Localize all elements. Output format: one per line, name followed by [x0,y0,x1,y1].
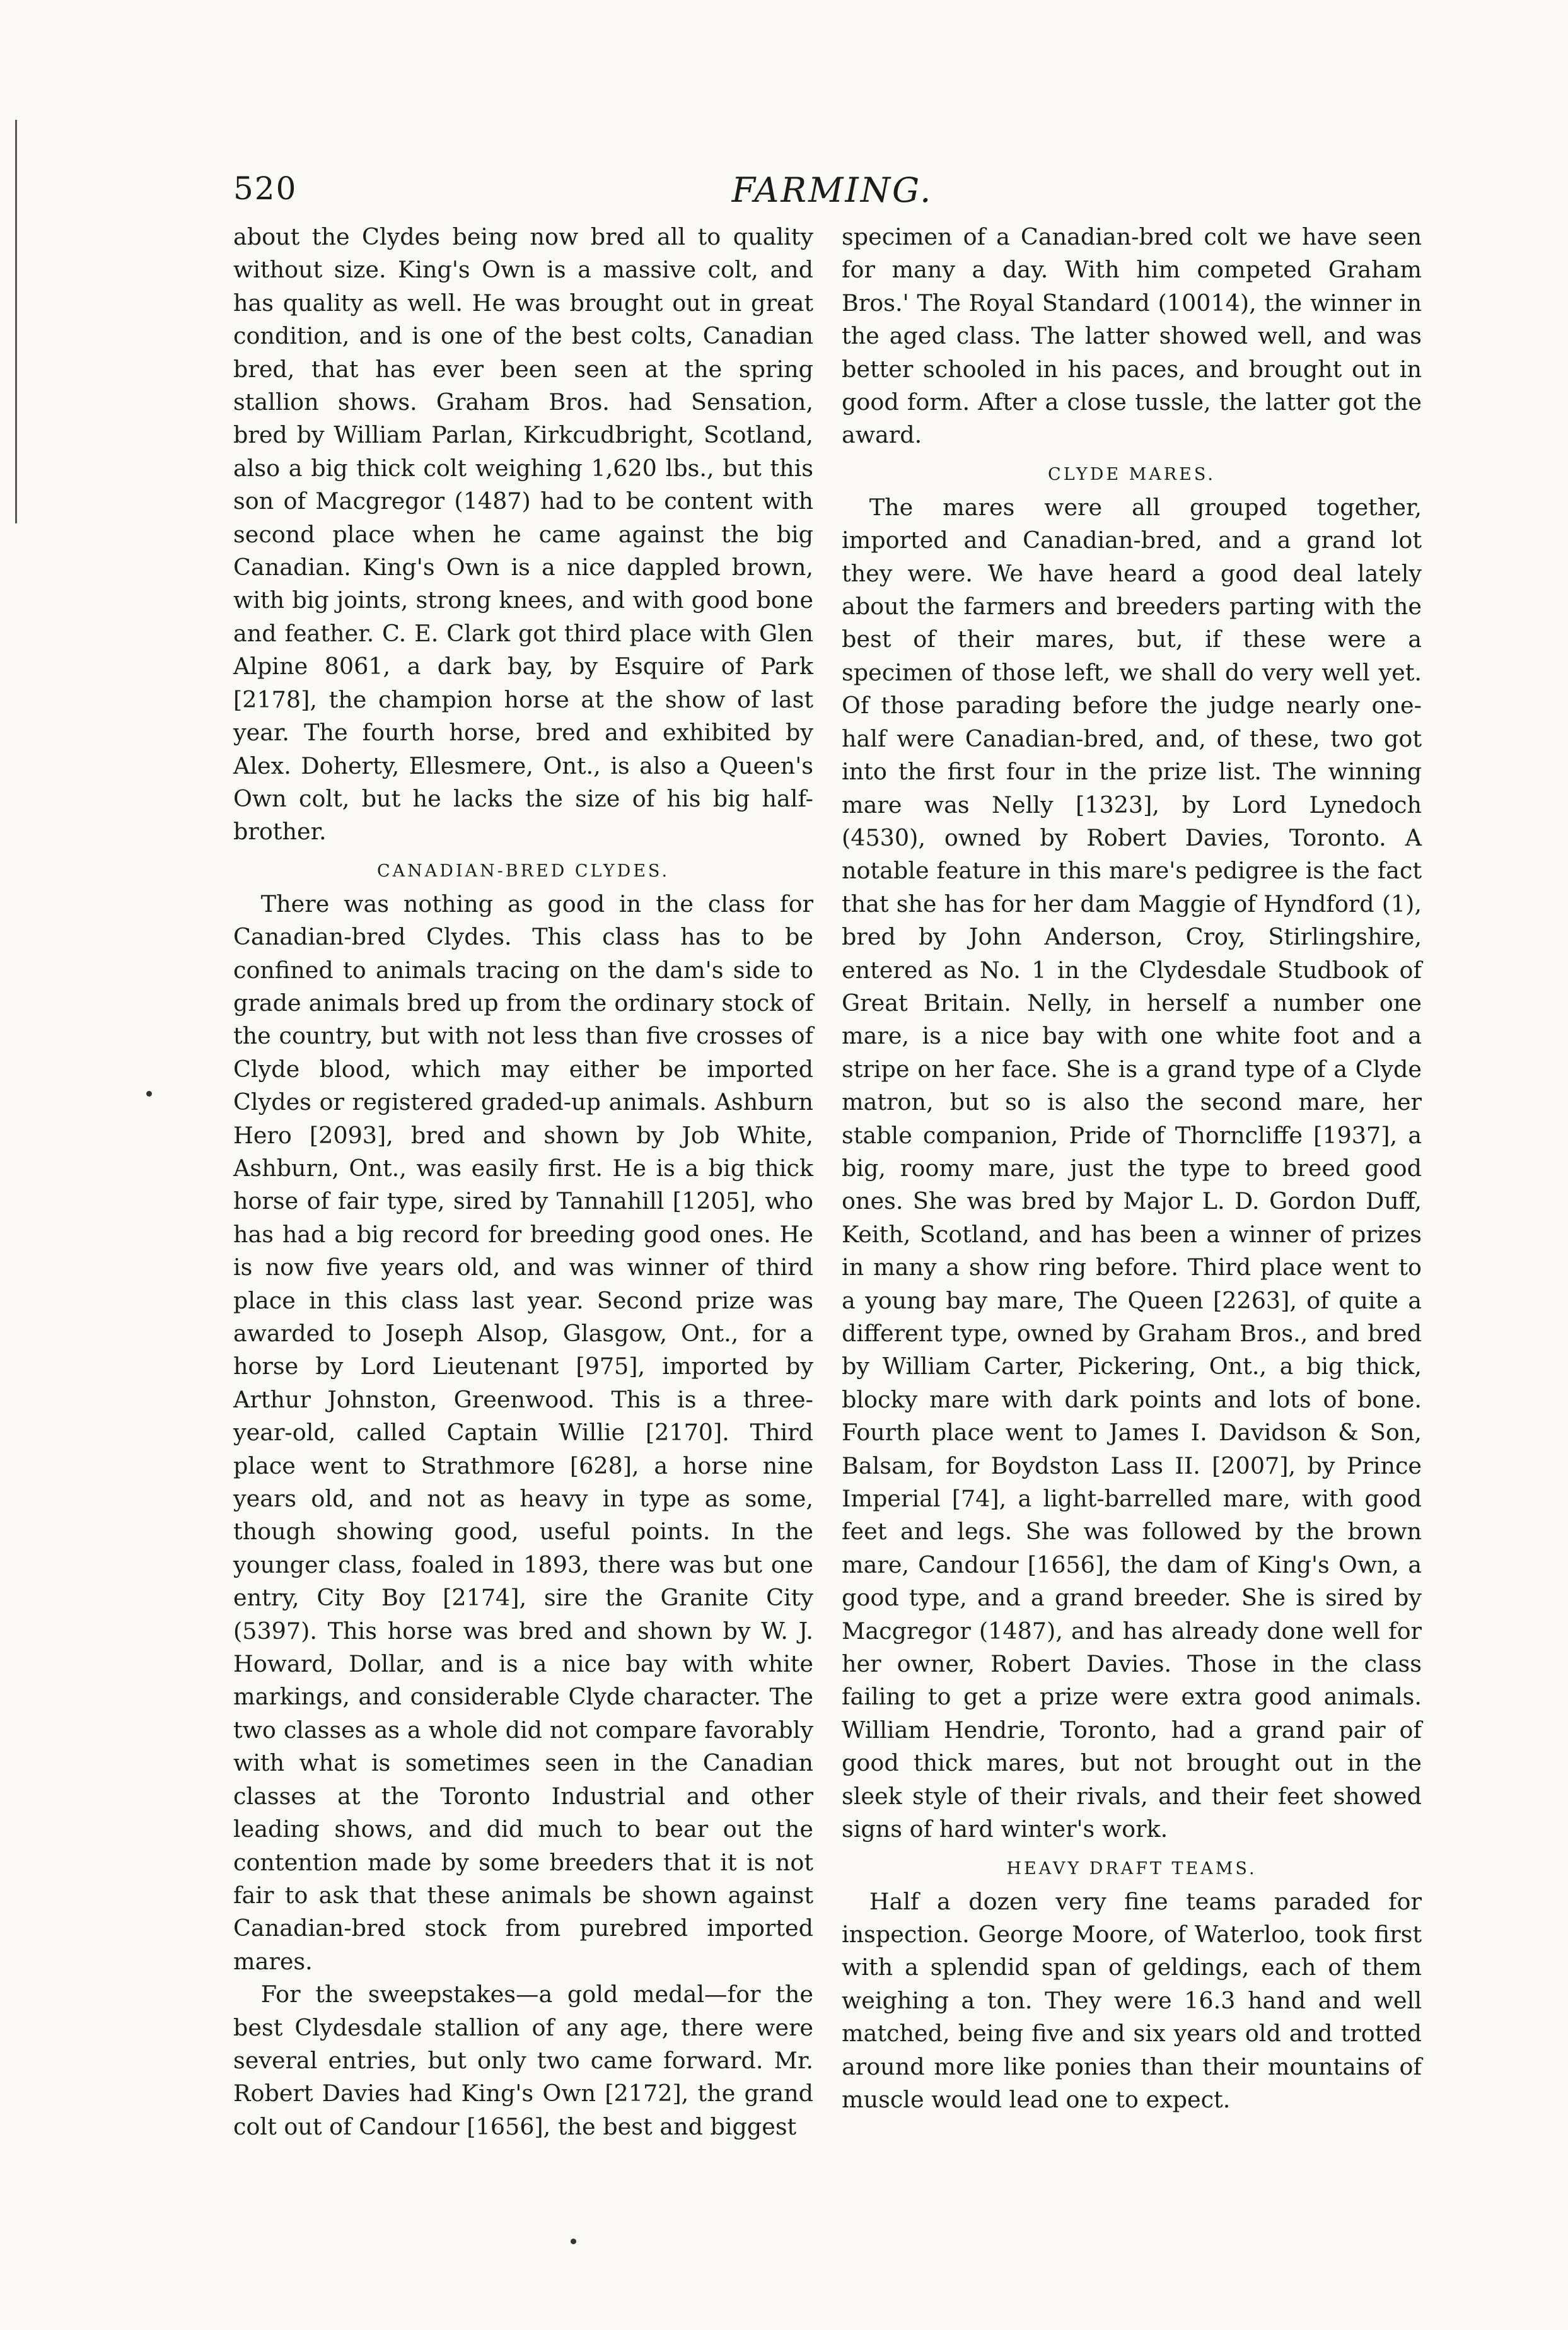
section-heading-clyde-mares: CLYDE MARES. [1048,464,1216,484]
paragraph: For the sweepstakes—a gold medal—for the best Clydesdale stallion of any age, there were several entries, but only two came forward. Mr. Robert Davies had King's Own [2172], the grand colt out of Candour [1656], the best and biggest [233,1981,813,2140]
paragraph: specimen of a Canadian-bred colt we have seen for many a day. With him competed Graham Bros.' The Royal Standard (10014), the winner in the aged class. The latter showed well, and was better schooled in his paces, and brought out in good form. After a close tussle, the latter got the award. [842,223,1422,449]
paragraph: The mares were all grouped together, imported and Canadian-bred, and a grand lot they were. We have heard a good deal lately about the farmers and breeders parting with the best of their mares, but, if these were a specimen of those left, we shall do very well yet. Of those parading before the judge nearly one-half were Canadian-bred, and, of these, two got into the first four in the prize list. The winning mare was Nelly [1323], by Lord Lynedoch (4530), owned by Robert Davies, Toronto. A notable feature in this mare's pedigree is the fact that she has for her dam Maggie of Hyndford (1), bred by John Anderson, Croy, Stirlingshire, entered as No. 1 in the Clydesdale Studbook of Great Britain. Nelly, in herself a number one mare, is a nice bay with one white foot and a stripe on her face. She is a grand type of a Clyde matron, but so is also the second mare, her stable companion, Pride of Thorncliffe [1937], a big, roomy mare, just the type to breed good ones. She was bred by Major L. D. Gordon Duff, Keith, Scotland, and has been a winner of prizes in many a show ring before. Third place went to a young bay mare, The Queen [2263], of quite a different type, owned by Graham Bros., and bred by William Carter, Pickering, Ont., a big thick, blocky mare with dark points and lots of bone. Fourth place went to James I. Davidson & Son, Balsam, for Boydston Lass II. [2007], by Prince Imperial [74], a light-barrelled mare, with good feet and legs. She was followed by the brown mare, Candour [1656], the dam of King's Own, a good type, and a grand breeder. She is sired by Macgregor (1487), and has already done well for her owner, Robert Davies. Those in the class failing to get a prize were extra good animals. William Hendrie, Toronto, had a grand pair of good thick mares, but not brought out in the sleek style of their rivals, and their feet showed signs of hard winter's work. [842,493,1422,1843]
paragraph: There was nothing as good in the class for Canadian-bred Clydes. This class has to be confined to animals tracing on the dam's side to grade animals bred up from the ordinary stock of the country, but with not less than five crosses of Clyde blood, which may either be imported Clydes or registered graded-up animals. Ashburn Hero [2093], bred and shown by Job White, Ashburn, Ont., was easily first. He is a big thick horse of fair type, sired by Tannahill [1205], who has had a big record for breeding good ones. He is now five years old, and was winner of third place in this class last year. Second prize was awarded to Joseph Alsop, Glasgow, Ont., for a horse by Lord Lieutenant [975], imported by Arthur Johnston, Greenwood. This is a three-year-old, called Captain Willie [2170]. Third place went to Strathmore [628], a horse nine years old, and not as heavy in type as some, though showing good, useful points. In the younger class, foaled in 1893, there was but one entry, City Boy [2174], sire the Granite City (5397). This horse was bred and shown by W. J. Howard, Dollar, and is a nice bay with white markings, and considerable Clyde character. The two classes as a whole did not compare favorably with what is sometimes seen in the Canadian classes at the Toronto Industrial and other leading shows, and did much to bear out the contention made by some breeders that it is not fair to ask that these animals be shown against Canadian-bred stock from purebred imported mares. [233,890,813,1975]
paragraph: Half a dozen very fine teams paraded for inspection. George Moore, of Waterloo, took first with a splendid span of geldings, each of them weighing a ton. They were 16.3 hand and well matched, being five and six years old and trotted around more like ponies than their mountains of muscle would lead one to expect. [842,1887,1422,2113]
paragraph: about the Clydes being now bred all to quality without size. King's Own is a massive colt, and has quality as well. He was brought out in great condition, and is one of the best colts, Canadian bred, that has ever been seen at the spring stallion shows. Graham Bros. had Sensation, bred by William Parlan, Kirkcudbright, Scotland, also a big thick colt weighing 1,620 lbs., but this son of Macgregor (1487) had to be content with second place when he came against the big Canadian. King's Own is a nice dappled brown, with big joints, strong knees, and with good bone and feather. C. E. Clark got third place with Glen Alpine 8061, a dark bay, by Esquire of Park [2178], the champion horse at the show of last year. The fourth horse, bred and exhibited by Alex. Doherty, Ellesmere, Ont., is also a Queen's Own colt, but he lacks the size of his big half-brother. [233,223,813,846]
right-column [842,221,1422,2116]
running-head: FARMING. [731,170,933,210]
page-header [233,170,1431,214]
section-heading-heavy-draft-teams: HEAVY DRAFT TEAMS. [1006,1858,1257,1879]
left-column [233,221,813,2143]
page-number: 520 [233,170,298,207]
stray-ink-dot [146,1091,152,1097]
binding-edge-mark [15,120,17,523]
section-heading-canadian-bred-clydes: CANADIAN-BRED CLYDES. [376,861,670,881]
stray-ink-dot [571,2239,576,2244]
